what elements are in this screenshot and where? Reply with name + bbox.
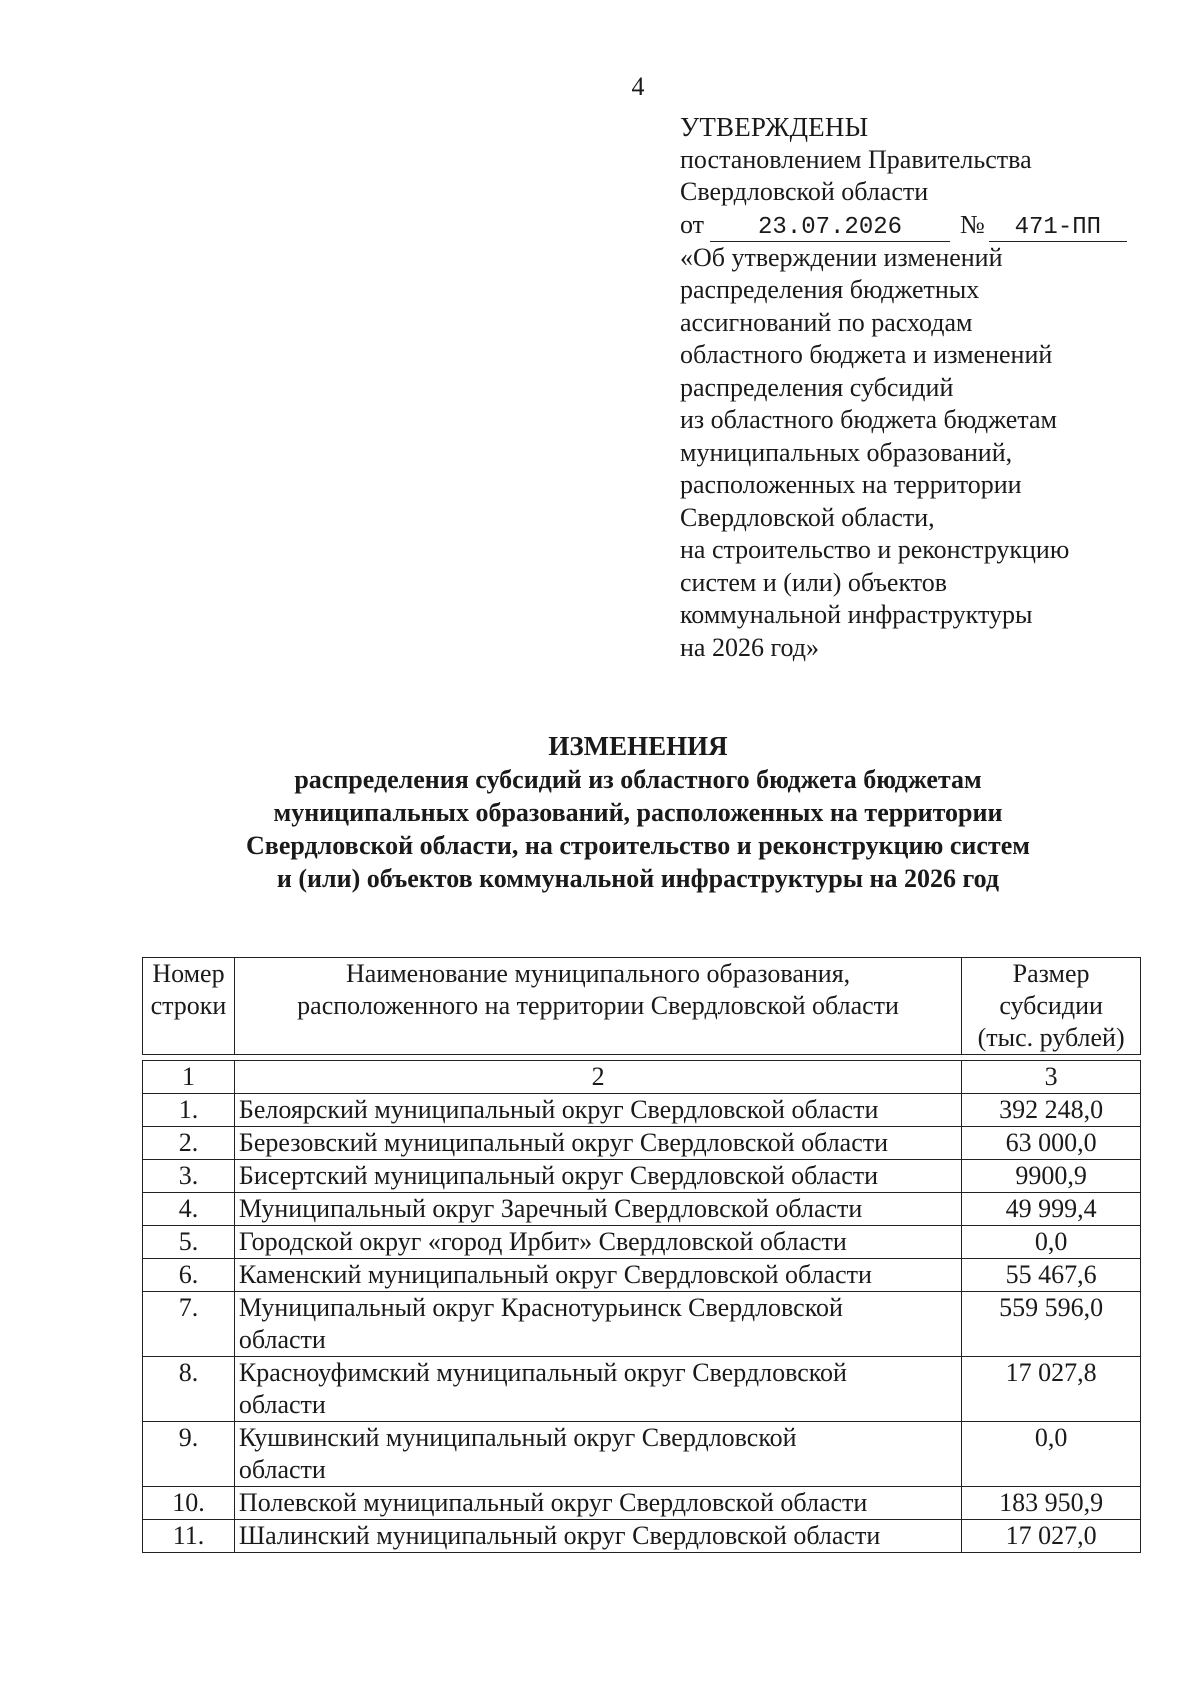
subsidy-amount: 49 999,4 bbox=[962, 1193, 1141, 1226]
approval-title-line: «Об утверждении изменений bbox=[680, 242, 1003, 272]
table-row bbox=[143, 1292, 1141, 1357]
row-number: 8. bbox=[143, 1357, 235, 1422]
table-row bbox=[143, 1127, 1141, 1160]
column-number: 3 bbox=[962, 1061, 1141, 1094]
subsidy-amount: 559 596,0 bbox=[962, 1292, 1141, 1357]
approval-heading: УТВЕРЖДЕНЫ bbox=[680, 112, 869, 142]
subsidy-amount: 0,0 bbox=[962, 1422, 1141, 1487]
municipality-name: Белоярский муниципальный округ Свердловской области bbox=[234, 1094, 961, 1127]
municipality-name: Шалинский муниципальный округ Свердловской области bbox=[234, 1520, 961, 1553]
table-row bbox=[143, 1094, 1141, 1127]
approval-title-line: на 2026 год» bbox=[680, 632, 819, 662]
table-row bbox=[143, 1422, 1141, 1487]
header-text: Наименование муниципального образования, bbox=[345, 959, 851, 988]
row-number: 11. bbox=[143, 1520, 235, 1553]
row-number: 3. bbox=[143, 1160, 235, 1193]
approval-date-number-line bbox=[680, 209, 1160, 242]
header-text: Номер bbox=[152, 959, 225, 988]
approval-title-line: областного бюджета и изменений bbox=[680, 340, 1053, 369]
row-number: 1. bbox=[143, 1094, 235, 1127]
municipality-name-line: области bbox=[238, 1325, 326, 1354]
subsidy-amount: 9900,9 bbox=[962, 1160, 1141, 1193]
municipality-name: Полевской муниципальный округ Свердловской области bbox=[234, 1487, 961, 1520]
approval-title-line: на строительство и реконструкцию bbox=[680, 535, 1070, 564]
approval-line-2: Свердловской области bbox=[680, 177, 929, 206]
municipality-name-line: Красноуфимский муниципальный округ Свердловской bbox=[238, 1358, 847, 1387]
header-text: расположенного на территории Свердловской области bbox=[297, 991, 899, 1020]
subsidy-amount: 63 000,0 bbox=[962, 1127, 1141, 1160]
table-row bbox=[143, 1226, 1141, 1259]
document-title: ИЗМЕНЕНИЯ bbox=[548, 731, 728, 761]
from-label: от bbox=[680, 209, 705, 239]
table-row bbox=[143, 1193, 1141, 1226]
header-text: строки bbox=[150, 991, 227, 1020]
resolution-number: 471-ПП bbox=[989, 214, 1127, 242]
approval-title-line: Свердловской области, bbox=[680, 502, 935, 532]
number-label: № bbox=[960, 209, 985, 239]
subsidy-amount: 392 248,0 bbox=[962, 1094, 1141, 1127]
municipality-name: Березовский муниципальный округ Свердловской области bbox=[234, 1127, 961, 1160]
subsidy-amount: 17 027,0 bbox=[962, 1520, 1141, 1553]
municipality-name: Городской округ «город Ирбит» Свердловской области bbox=[234, 1226, 961, 1259]
approval-title-line: муниципальных образований, bbox=[680, 437, 1013, 467]
header-text: Размер bbox=[1012, 959, 1090, 988]
header-municipality-name bbox=[234, 958, 961, 1055]
approval-line-1: постановлением Правительства bbox=[680, 144, 1032, 174]
subsidy-amount: 183 950,9 bbox=[962, 1487, 1141, 1520]
header-text: субсидии bbox=[999, 991, 1103, 1020]
municipality-name bbox=[234, 1292, 961, 1357]
subsidies-table bbox=[142, 957, 1141, 1553]
page-number: 4 bbox=[631, 72, 645, 101]
municipality-name-line: Муниципальный округ Краснотурьинск Свердловской bbox=[238, 1293, 843, 1322]
approval-block bbox=[680, 111, 1160, 664]
municipality-name: Каменский муниципальный округ Свердловской области bbox=[234, 1259, 961, 1292]
approval-title-line: систем и (или) объектов bbox=[680, 567, 948, 597]
column-number: 2 bbox=[234, 1061, 961, 1094]
row-number: 5. bbox=[143, 1226, 235, 1259]
approval-title-line: распределения субсидий bbox=[680, 372, 954, 402]
column-number-row bbox=[143, 1061, 1141, 1094]
table-row bbox=[143, 1487, 1141, 1520]
row-number: 7. bbox=[143, 1292, 235, 1357]
document-subtitle-line: распределения субсидий из областного бюджета бюджетам bbox=[294, 765, 982, 794]
row-number: 4. bbox=[143, 1193, 235, 1226]
approval-title-line: распределения бюджетных bbox=[680, 275, 980, 304]
table-row bbox=[143, 1160, 1141, 1193]
municipality-name-line: Кушвинский муниципальный округ Свердловской bbox=[238, 1423, 797, 1452]
subsidy-amount: 55 467,6 bbox=[962, 1259, 1141, 1292]
header-row-number bbox=[143, 958, 235, 1055]
header-text: (тыс. рублей) bbox=[977, 1023, 1125, 1052]
document-subtitle-line: и (или) объектов коммунальной инфраструктуры на 2026 год bbox=[276, 864, 1000, 893]
municipality-name-line: области bbox=[238, 1390, 326, 1419]
row-number: 2. bbox=[143, 1127, 235, 1160]
municipality-name: Бисертский муниципальный округ Свердловской области bbox=[234, 1160, 961, 1193]
approval-title-line: из областного бюджета бюджетам bbox=[680, 405, 1057, 434]
column-number: 1 bbox=[143, 1061, 235, 1094]
header-subsidy-amount bbox=[962, 958, 1141, 1055]
approval-title-line: коммунальной инфраструктуры bbox=[680, 600, 1033, 629]
document-subtitle-line: муниципальных образований, расположенных на территории bbox=[273, 798, 1003, 827]
row-number: 10. bbox=[143, 1487, 235, 1520]
table-row bbox=[143, 1259, 1141, 1292]
municipality-name bbox=[234, 1422, 961, 1487]
document-subtitle-line: Свердловской области, на строительство и реконструкцию систем bbox=[246, 831, 1030, 860]
row-number: 9. bbox=[143, 1422, 235, 1487]
municipality-name: Муниципальный округ Заречный Свердловской области bbox=[234, 1193, 961, 1226]
subsidy-amount: 0,0 bbox=[962, 1226, 1141, 1259]
resolution-date: 23.07.2026 bbox=[710, 214, 950, 242]
approval-title-line: расположенных на территории bbox=[680, 470, 1022, 499]
table-header-row bbox=[143, 958, 1141, 1055]
table-row bbox=[143, 1357, 1141, 1422]
municipality-name-line: области bbox=[238, 1455, 326, 1484]
document-heading bbox=[0, 730, 1200, 895]
row-number: 6. bbox=[143, 1259, 235, 1292]
subsidy-amount: 17 027,8 bbox=[962, 1357, 1141, 1422]
approval-title-line: ассигнований по расходам bbox=[680, 307, 973, 337]
municipality-name bbox=[234, 1357, 961, 1422]
table-row bbox=[143, 1520, 1141, 1553]
